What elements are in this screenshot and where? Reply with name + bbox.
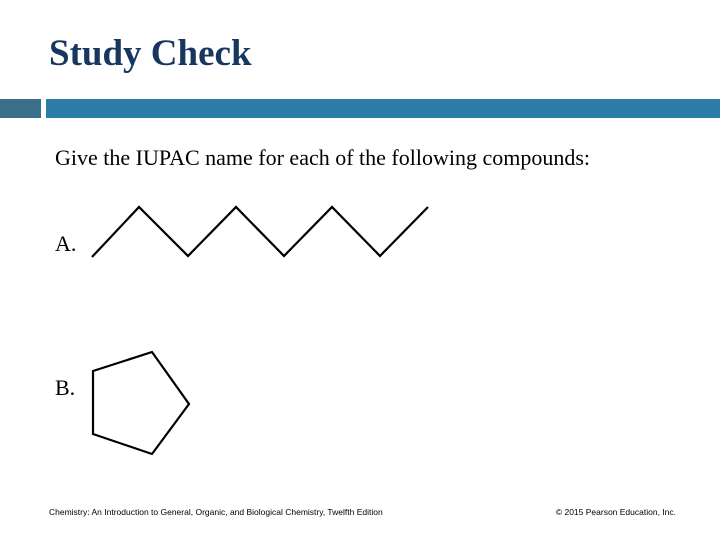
slide-title: Study Check xyxy=(49,33,252,74)
item-label-a: A. xyxy=(55,231,77,256)
item-label-b: B. xyxy=(55,375,76,400)
footer-copyright: © 2015 Pearson Education, Inc. xyxy=(555,507,676,517)
zigzag-chain-icon xyxy=(92,207,428,257)
pentagon-ring-icon xyxy=(93,352,189,454)
question-prompt: Give the IUPAC name for each of the following compounds: xyxy=(55,145,591,170)
footer-book-title: Chemistry: An Introduction to General, Organic, and Biological Chemistry, Twelfth Edition xyxy=(49,507,383,517)
